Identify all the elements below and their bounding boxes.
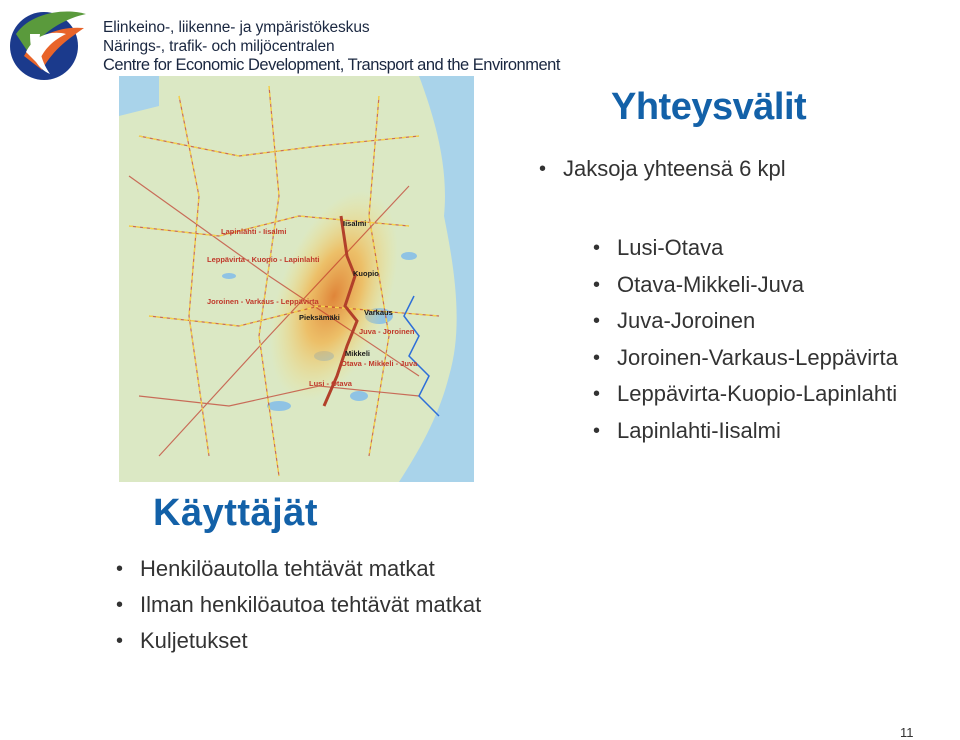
sections-list [617, 235, 898, 454]
title-users: Käyttäjät [153, 492, 318, 534]
map-label-mikkeli: Mikkeli [345, 349, 371, 358]
page-number: 11 [900, 725, 914, 740]
map-segment-label-6: Lusi - Otava [309, 379, 352, 388]
map-segment-label-5: Otava - Mikkeli - Juva [341, 359, 418, 368]
map-label-varkaus: Varkaus [364, 308, 393, 317]
section-item: • Otava-Mikkeli-Juva [617, 272, 898, 309]
section-item: • Joroinen-Varkaus-Leppävirta [617, 345, 898, 382]
title-connections: Yhteysvälit [611, 86, 807, 128]
organization-names [103, 18, 560, 75]
map-segment-label-3: Joroinen - Varkaus - Leppävirta [207, 297, 319, 306]
map-label-iisalmi: Iisalmi [343, 219, 367, 228]
org-name-swedish: Närings-, trafik- och miljöcentralen [103, 38, 335, 55]
users-list [140, 556, 520, 664]
org-name-finnish: Elinkeino-, liikenne- ja ympäristökeskus [103, 19, 370, 36]
user-item: • Kuljetukset [140, 628, 520, 654]
section-item: • Juva-Joroinen [617, 308, 898, 345]
user-item: • Henkilöautolla tehtävät matkat [140, 556, 520, 582]
ely-centre-logo-icon [6, 4, 88, 84]
map-segment-label-2: Leppävirta - Kuopio - Lapinlahti [207, 255, 320, 264]
org-name-english: Centre for Economic Development, Transport and the Environment [103, 56, 560, 74]
section-item: • Leppävirta-Kuopio-Lapinlahti [617, 381, 898, 418]
intro-item: • Jaksoja yhteensä 6 kpl [563, 156, 786, 182]
map-segment-label-1: Lapinlahti - Iisalmi [221, 227, 287, 236]
user-item: • Ilman henkilöautoa tehtävät matkat [140, 592, 520, 618]
map-segment-label-4: Juva - Joroinen [359, 327, 415, 336]
road-map-image [119, 76, 474, 482]
section-item: • Lusi-Otava [617, 235, 898, 272]
intro-list [563, 156, 786, 182]
map-label-pieksamaki: Pieksämäki [299, 313, 340, 322]
map-label-kuopio: Kuopio [353, 269, 379, 278]
section-item: • Lapinlahti-Iisalmi [617, 418, 898, 455]
